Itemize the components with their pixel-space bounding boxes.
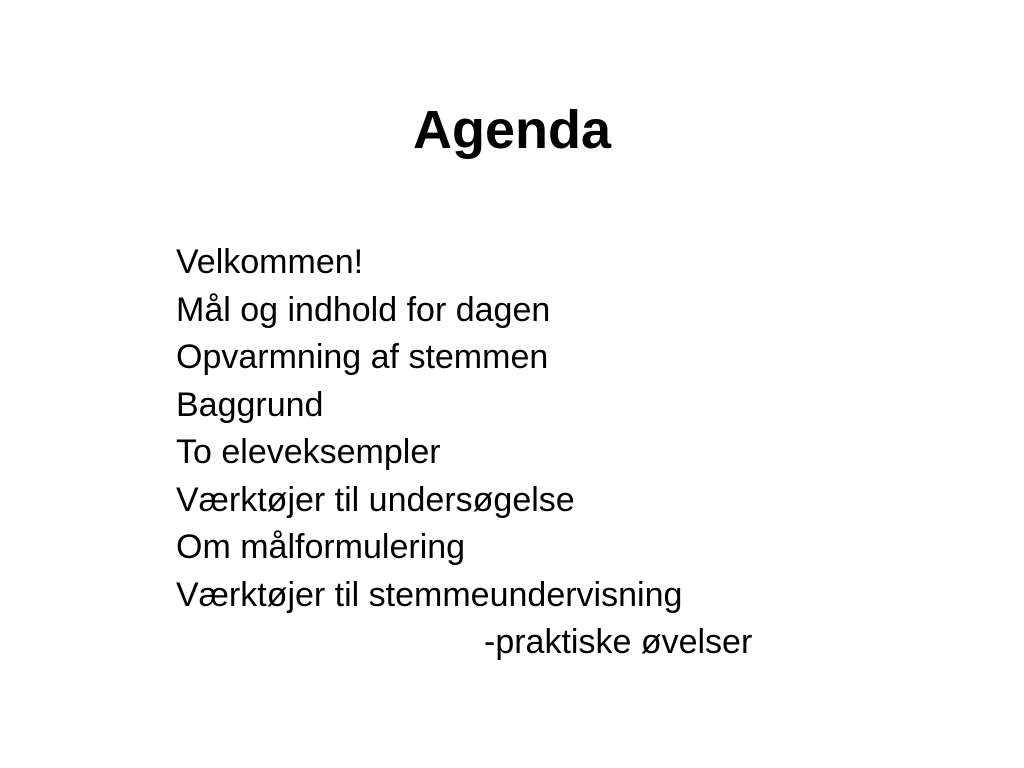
agenda-item-warmup: Opvarmning af stemmen bbox=[176, 338, 549, 376]
slide-title: Agenda bbox=[412, 100, 612, 160]
agenda-item-welcome: Velkommen! bbox=[176, 243, 364, 281]
agenda-list bbox=[176, 239, 752, 667]
agenda-item-goal-formulation: Om målformulering bbox=[176, 528, 466, 566]
agenda-item-goals: Mål og indhold for dagen bbox=[176, 290, 551, 329]
agenda-item-student-examples: To eleveksempler bbox=[176, 433, 441, 471]
agenda-item-voice-teaching-tools: Værktøjer til stemmeundervisning bbox=[176, 575, 683, 614]
agenda-item-investigation-tools: Værktøjer til undersøgelse bbox=[176, 480, 575, 519]
agenda-item-background: Baggrund bbox=[176, 385, 324, 424]
agenda-sub-item-exercises: -praktiske øvelser bbox=[484, 623, 753, 661]
